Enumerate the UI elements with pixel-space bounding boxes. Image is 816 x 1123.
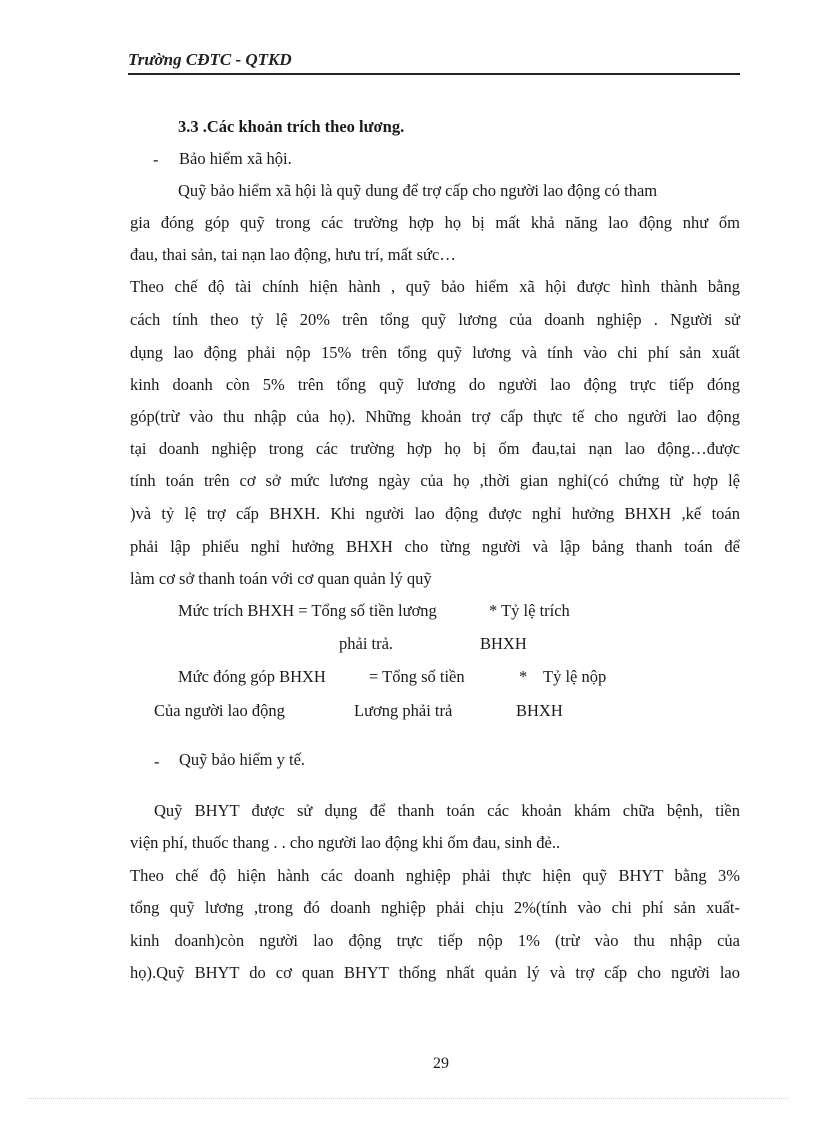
bhxh-p2-line9: phải lập phiếu nghỉ hưởng BHXH cho từng người và lập bảng thanh toán để: [130, 537, 740, 556]
bhxh-p2-line3: dụng lao động phải nộp 15% trên tổng quỹ lương và tính vào chi phí sản xuất: [130, 343, 740, 362]
formula2-sub-worker: Của người lao động: [154, 701, 285, 720]
formula1-sub-payable: phải trả.: [339, 634, 394, 653]
bhxh-p2-line2: cách tính theo tỷ lệ 20% trên tổng quỹ lương của doanh nghiệp . Người sử: [130, 310, 740, 329]
bhxh-p2-line5: góp(trừ vào thu nhập của họ). Những khoản trợ cấp thực tế cho người lao động: [130, 407, 740, 426]
formula2-left: Mức đóng góp BHXH: [178, 667, 326, 686]
formula2-star: *: [519, 667, 528, 686]
bhyt-p1-line2: viện phí, thuốc thang . . cho người lao động khi ốm đau, sinh đẻ..: [130, 833, 561, 852]
bhyt-p2-line1: Theo chế độ hiện hành các doanh nghiệp phải thực hiện quỹ BHYT bằng 3%: [130, 866, 740, 885]
formula2-sub-bhxh: BHXH: [516, 701, 563, 720]
header-divider: [128, 73, 740, 75]
bhxh-label: Bảo hiểm xã hội.: [179, 149, 292, 168]
bullet-dash: -: [153, 150, 159, 169]
formula1-sub-bhxh: BHXH: [480, 634, 527, 653]
bhyt-p1-line1: Quỹ BHYT được sử dụng để thanh toán các khoản khám chữa bệnh, tiền: [154, 801, 740, 820]
bhyt-p2-line3: kinh doanh)còn người lao động trực tiếp nộp 1% (trừ vào thu nhập của: [130, 931, 740, 950]
page-header-title: Trường CĐTC - QTKD: [128, 50, 292, 69]
bhxh-p2-line7: tính toán trên cơ sở mức lương ngày của họ ,thời gian nghỉ(có chứng từ hợp lệ: [130, 471, 740, 490]
bhyt-p2-line2: tổng quỹ lương ,trong đó doanh nghiệp phải chịu 2%(tính vào chi phí sản xuất-: [130, 898, 740, 917]
formula2-sub-salary: Lương phải trả: [354, 701, 453, 720]
bhyt-p2-line4: họ).Quỹ BHYT do cơ quan BHYT thống nhất quản lý và trợ cấp cho người lao: [130, 963, 740, 982]
bhxh-p2-line1: Theo chế độ tài chính hiện hành , quỹ bảo hiểm xã hội được hình thành bằng: [130, 277, 740, 296]
formula2-eq: = Tổng số tiền: [369, 667, 465, 686]
bhyt-label: Quỹ bảo hiểm y tế.: [179, 750, 306, 769]
bhxh-p1-line1: Quỹ bảo hiểm xã hội là quỹ dung để trợ cấp cho người lao động có tham: [178, 181, 658, 200]
bhxh-p2-line4: kinh doanh còn 5% trên tổng quỹ lương do người lao động trực tiếp đóng: [130, 375, 740, 394]
formula2-rate: Tỷ lệ nộp: [543, 667, 607, 686]
formula1-left: Mức trích BHXH = Tổng số tiền lương: [178, 601, 437, 620]
bullet-dash: -: [154, 752, 160, 771]
bhxh-p2-line10: làm cơ sở thanh toán với cơ quan quản lý quỹ: [130, 569, 432, 588]
page-number: 29: [433, 1055, 449, 1072]
bhxh-p2-line8: )và tỷ lệ trợ cấp BHXH. Khi người lao động được nghỉ hưởng BHXH ,kế toán: [130, 504, 740, 523]
bhxh-p2-line6: tại doanh nghiệp trong các trường hợp họ bị ốm đau,tai nạn lao động…được: [130, 439, 740, 458]
section-heading: 3.3 .Các khoản trích theo lương.: [178, 117, 405, 136]
footer-divider: [28, 1098, 788, 1099]
bhxh-p1-line3: đau, thai sản, tai nạn lao động, hưu trí, mất sức…: [130, 245, 456, 264]
formula1-rate: * Tỷ lệ trích: [489, 601, 570, 620]
bhxh-p1-line2: gia đóng góp quỹ trong các trường hợp họ bị mất khả năng lao động như ốm: [130, 213, 740, 232]
